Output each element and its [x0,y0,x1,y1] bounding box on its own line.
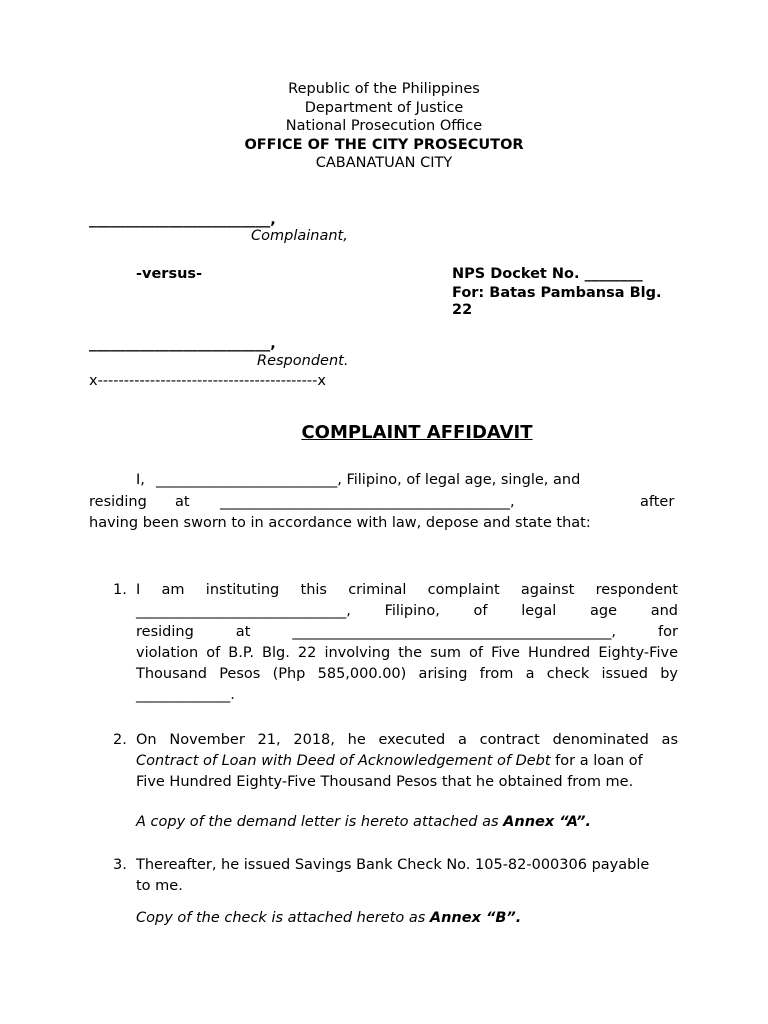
annex-a-text: A copy of the demand letter is hereto attached as [136,814,504,830]
item-1-line: I am instituting this criminal complaint against respondent [136,582,678,598]
annex-b-text: Copy of the check is attached hereto as [136,910,430,926]
complainant-label: Complainant, [251,228,348,244]
item-1-line: violation of B.P. Blg. 22 involving the sum of Five Hundred Eighty-Five [136,645,678,661]
annex-b-label: Annex “B”. [429,910,522,926]
item-3-line: Thereafter, he issued Savings Bank Check No. 105-82-000306 payable [136,857,650,873]
intro-line-2-after: after [640,494,675,510]
offense-line-2: 22 [452,302,473,318]
annex-a-label: Annex “A”. [503,814,592,830]
item-1-line: Thousand Pesos (Php 585,000.00) arising from a check issued by [136,666,678,682]
complainant-blank: _________________________, [89,212,276,228]
document-header [0,80,768,173]
intro-line-1-start: I, [136,472,145,488]
respondent-label: Respondent. [257,353,349,369]
offense-line-1: For: Batas Pambansa Blg. [452,285,662,301]
respondent-blank: _________________________, [89,336,276,352]
intro-line-2-residing: residing [89,494,147,510]
annex-a-note [136,814,591,830]
item-1-line: _____________________________, Filipino, of legal age and [136,603,678,619]
item-1-line: residing at ____________________________________________, for [136,624,678,640]
contract-title: Contract of Loan with Deed of Acknowledgement of Debt [136,753,551,769]
item-2-number: 2. [113,732,127,748]
item-3-line: to me. [136,878,183,894]
intro-line-1: _________________________, Filipino, of legal age, single, and [156,472,581,488]
item-2-line: On November 21, 2018, he executed a contract denominated as [136,732,678,748]
caption-separator: x------------------------------------------x [89,373,326,389]
header-city-prosecutor: OFFICE OF THE CITY PROSECUTOR [244,136,524,153]
annex-b-note [136,910,521,926]
document-title: COMPLAINT AFFIDAVIT [301,422,533,443]
intro-line-3: having been sworn to in accordance with law, depose and state that: [89,515,591,531]
item-2-line-contract [136,751,678,772]
intro-line-2-at: at [175,494,190,510]
versus-label: -versus- [136,266,203,282]
header-city: CABANATUAN CITY [315,155,453,171]
header-prosecution-office: National Prosecution Office [285,118,483,134]
header-republic: Republic of the Philippines [288,81,480,97]
item-3-number: 3. [113,857,127,873]
intro-line-2-blank: ________________________________________, [220,494,515,510]
contract-title-rest: for a loan of [550,753,643,769]
docket-number: NPS Docket No. ________ [452,266,643,282]
header-department: Department of Justice [304,99,464,116]
item-3-text [136,855,678,897]
item-2-line: Five Hundred Eighty-Five Thousand Pesos that he obtained from me. [136,774,634,790]
item-2-text [136,730,678,793]
item-1-text [136,580,678,706]
item-1-line: _____________. [136,687,235,703]
item-1-number: 1. [113,582,127,598]
